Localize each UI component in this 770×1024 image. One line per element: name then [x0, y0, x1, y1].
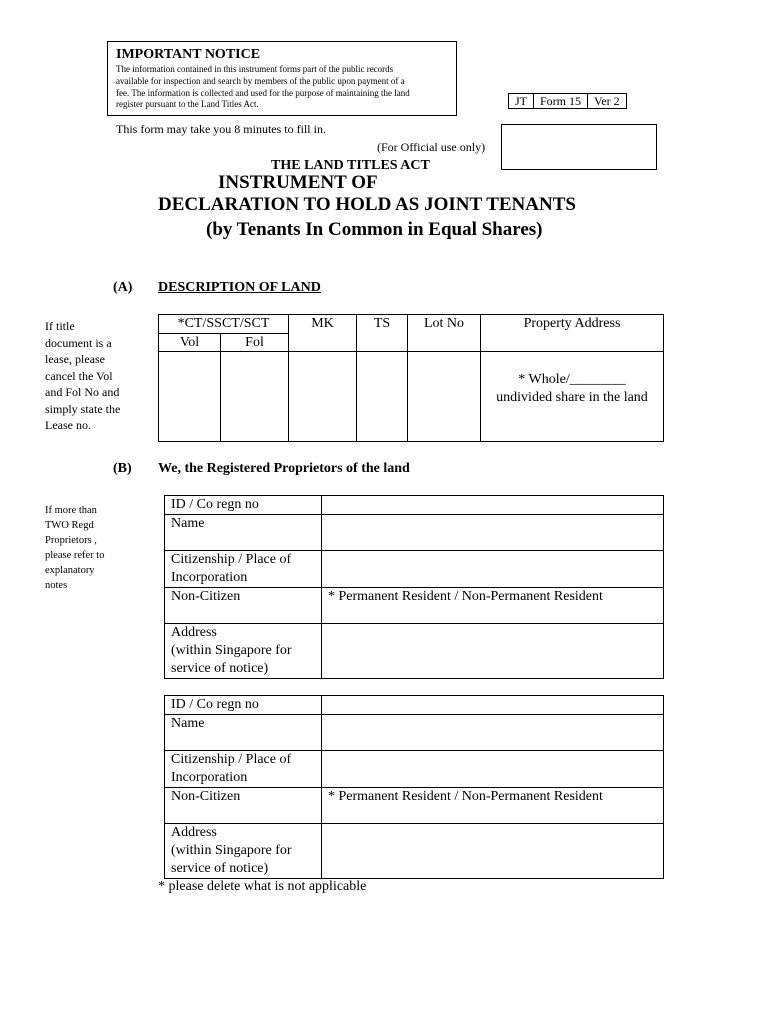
citizenship-label-line: Citizenship / Place of: [171, 752, 292, 767]
notice-line: available for inspection and search by members of the public upon payment of a: [116, 75, 405, 86]
ts-field[interactable]: [357, 352, 408, 442]
form-identifier: [508, 93, 627, 109]
side-note-line: please refer to: [45, 550, 105, 561]
side-note-line: explanatory: [45, 565, 95, 576]
address-label-line: Address: [171, 825, 217, 840]
act-title: THE LAND TITLES ACT: [271, 158, 430, 173]
fol-field[interactable]: [221, 352, 289, 442]
noncitizen-field[interactable]: * Permanent Resident / Non-Permanent Resident: [322, 588, 664, 624]
side-note-line: TWO Regd: [45, 520, 94, 531]
address-header: Property Address: [481, 315, 664, 352]
declaration-subtitle: (by Tenants In Common in Equal Shares): [206, 219, 543, 240]
citizenship-label-line: Incorporation: [171, 570, 248, 585]
address-label-line: Address: [171, 625, 217, 640]
official-use-label: (For Official use only): [377, 140, 486, 154]
address-label: [165, 624, 322, 679]
address-label-line: (within Singapore for: [171, 643, 292, 658]
notice-line: The information contained in this instrument forms part of the public records: [116, 64, 394, 74]
side-note-line: document is a: [45, 335, 112, 350]
section-a-title: DESCRIPTION OF LAND: [158, 280, 321, 295]
important-notice-text: [116, 64, 448, 111]
proprietor-2-table: [164, 695, 664, 879]
fill-time-note: This form may take you 8 minutes to fill in.: [116, 122, 326, 136]
side-note-line: lease, please: [45, 352, 105, 366]
id-field[interactable]: [322, 696, 664, 715]
id-label: ID / Co regn no: [165, 696, 322, 715]
notice-line: fee. The information is collected and used for the purpose of maintaining the land: [116, 87, 410, 98]
side-note-line: If title: [45, 319, 75, 333]
property-address-field[interactable]: [481, 352, 664, 442]
fol-header: Fol: [221, 334, 289, 352]
citizenship-field[interactable]: [322, 551, 664, 588]
instrument-title: INSTRUMENT OF: [218, 172, 378, 193]
form-number: Form 15: [534, 94, 588, 109]
citizenship-label-line: Citizenship / Place of: [171, 552, 292, 567]
mk-header: MK: [289, 315, 357, 352]
footnote: * please delete what is not applicable: [158, 879, 367, 894]
share-line: * Whole/________: [518, 372, 626, 387]
notice-line: register pursuant to the Land Titles Act.: [116, 99, 259, 110]
vol-field[interactable]: [159, 352, 221, 442]
proprietor-1-table: [164, 495, 664, 679]
important-notice-title: IMPORTANT NOTICE: [116, 47, 261, 62]
side-note-line: Proprietors ,: [45, 535, 97, 546]
name-label: Name: [165, 515, 322, 551]
side-note-line: notes: [45, 580, 68, 591]
side-note-line: simply state the: [45, 401, 121, 416]
ct-header: *CT/SSCT/SCT: [159, 315, 289, 334]
form-version: Ver 2: [588, 94, 627, 109]
ts-header: TS: [357, 315, 408, 352]
name-label: Name: [165, 715, 322, 751]
noncitizen-field[interactable]: * Permanent Resident / Non-Permanent Resident: [322, 788, 664, 824]
lot-header: Lot No: [408, 315, 481, 352]
side-note-line: cancel the Vol: [45, 368, 113, 383]
address-field[interactable]: [322, 824, 664, 879]
important-notice-box: [107, 41, 457, 116]
section-b-title: We, the Registered Proprietors of the land: [158, 461, 410, 476]
side-note-line: If more than: [45, 505, 97, 516]
section-a-side-note: [45, 318, 120, 434]
section-b-label: (B): [113, 461, 132, 476]
address-label: [165, 824, 322, 879]
vol-header: Vol: [159, 334, 221, 352]
official-use-box: [501, 124, 657, 170]
section-a-label: (A): [113, 280, 133, 295]
land-description-table: [158, 314, 664, 442]
address-field[interactable]: [322, 624, 664, 679]
address-label-line: service of notice): [171, 661, 269, 676]
share-line-detail: undivided share in the land: [496, 390, 648, 405]
address-label-line: service of notice): [171, 861, 269, 876]
noncitizen-label: Non-Citizen: [165, 788, 322, 824]
declaration-title: DECLARATION TO HOLD AS JOINT TENANTS: [158, 194, 576, 215]
citizenship-label: [165, 751, 322, 788]
citizenship-field[interactable]: [322, 751, 664, 788]
id-label: ID / Co regn no: [165, 496, 322, 515]
form-code: JT: [509, 94, 534, 109]
mk-field[interactable]: [289, 352, 357, 442]
citizenship-label: [165, 551, 322, 588]
section-b-side-note: [45, 503, 104, 593]
side-note-line: and Fol No and: [45, 385, 120, 399]
lot-field[interactable]: [408, 352, 481, 442]
name-field[interactable]: [322, 715, 664, 751]
id-field[interactable]: [322, 496, 664, 515]
side-note-line: Lease no.: [45, 418, 91, 432]
citizenship-label-line: Incorporation: [171, 770, 248, 785]
address-label-line: (within Singapore for: [171, 843, 292, 858]
name-field[interactable]: [322, 515, 664, 551]
noncitizen-label: Non-Citizen: [165, 588, 322, 624]
